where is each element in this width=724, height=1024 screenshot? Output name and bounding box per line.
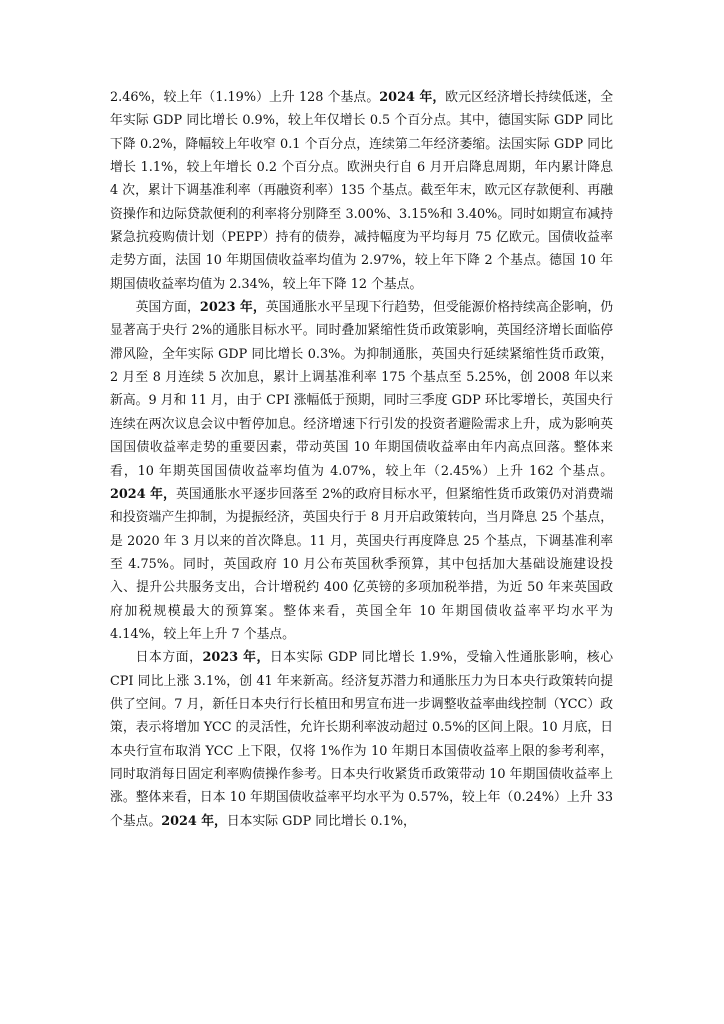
- text-segment: 英国通胀水平逐步回落至 2%的政府目标水平，但紧缩性货币政策仍对消费端和投资端产生抑制，为提振经济，英国央行于 8 月开启政策转向，当月降息 25 个基点，是 2020 年 3 月以来的首次降息。11 月，英国央行再度降息 25 个基点，下调基准利率至 4.75%。同时，英国政府 10 月公布英国秋季预算，其中包括加大基础设施建设投入、提升公共服务支出，合计增税约 400 亿英镑的多项加税举措，为近 50 年来英国政府加税规模最大的预算案。整体来看，英国全年 10 年期国债收益率平均水平为 4.14%，较上年上升 7 个基点。: [110, 486, 613, 642]
- year-heading-2024: 2024 年，: [161, 813, 227, 829]
- text-segment: 日本实际 GDP 同比增长 0.1%，: [226, 813, 416, 829]
- year-heading-2024: 2024 年，: [379, 90, 446, 105]
- year-heading-2024: 2024 年，: [110, 486, 176, 502]
- paragraph-japan: [110, 646, 613, 833]
- paragraph-uk: [110, 296, 613, 646]
- year-heading-2023: 2023 年，: [202, 650, 270, 666]
- text-segment: 2.46%，较上年（1.19%）上升 128 个基点。: [110, 90, 380, 105]
- text-segment: 欧元区经济增长持续低迷，全年实际 GDP 同比增长 0.9%，较上年仅增长 0.5 个百分点。其中，德国实际 GDP 同比下降 0.2%，降幅较上年收窄 0.1 个百分点，连续第二年经济萎缩。法国实际 GDP 同比增长 1.1%，较上年增长 0.2 个百分点。欧洲央行自 6 月开启降息周期，年内累计降息 4 次，累计下调基准利率（再融资利率）135 个基点。截至年末，欧元区存款便利、再融资操作和边际贷款便利的利率将分别降至 3.00%、3.15%和 3.40%。同时如期宣布减持紧急抗疫购债计划（PEPP）持有的债券，减持幅度为平均每月 75 亿欧元。国债收益率走势方面，法国 10 年期国债收益率均值为 2.97%，较上年下降 2 个基点。德国 10 年期国债收益率均值为 2.34%，较上年下降 12 个基点。: [110, 90, 614, 292]
- text-segment: 英国方面，: [135, 300, 200, 316]
- text-segment: 日本方面，: [135, 650, 203, 666]
- document-page: [110, 86, 613, 833]
- text-segment: 英国通胀水平呈现下行趋势，但受能源价格持续高企影响，仍显著高于央行 2%的通胀目标水平。同时叠加紧缩性货币政策影响，英国经济增长面临停滞风险，全年实际 GDP 同比增长 0.3%。为抑制通胀，英国央行延续紧缩性货币政策，2 月至 8 月连续 5 次加息，累计上调基准利率 175 个基点至 5.25%，创 2008 年以来新高。9 月和 11 月，由于 CPI 涨幅低于预期，同时三季度 GDP 环比零增长，英国央行连续在两次议息会议中暂停加息。经济增速下行引发的投资者避险需求上升，成为影响英国国债收益率走势的重要因素，带动英国 10 年期国债收益率由年内高点回落。整体来看，10 年期英国国债收益率均值为 4.07%，较上年（2.45%）上升 162 个基点。: [110, 300, 614, 479]
- paragraph-eurozone: [110, 86, 613, 296]
- text-segment: 日本实际 GDP 同比增长 1.9%，受输入性通胀影响，核心 CPI 同比上涨 3.1%，创 41 年来新高。经济复苏潜力和通胀压力为日本央行政策转向提供了空间。7 月，新任日本央行行长植田和男宣布进一步调整收益率曲线控制（YCC）政策，表示将增加 YCC 的灵活性，允许长期利率波动超过 0.5%的区间上限。10 月底，日本央行宣布取消 YCC 上下限，仅将 1%作为 10 年期日本国债收益率上限的参考利率，同时取消每日固定利率购债操作参考。日本央行收紧货币政策带动 10 年期国债收益率上涨。整体来看，日本 10 年期国债收益率平均水平为 0.57%，较上年（0.24%）上升 33 个基点。: [110, 650, 614, 829]
- year-heading-2023: 2023 年，: [199, 300, 266, 316]
